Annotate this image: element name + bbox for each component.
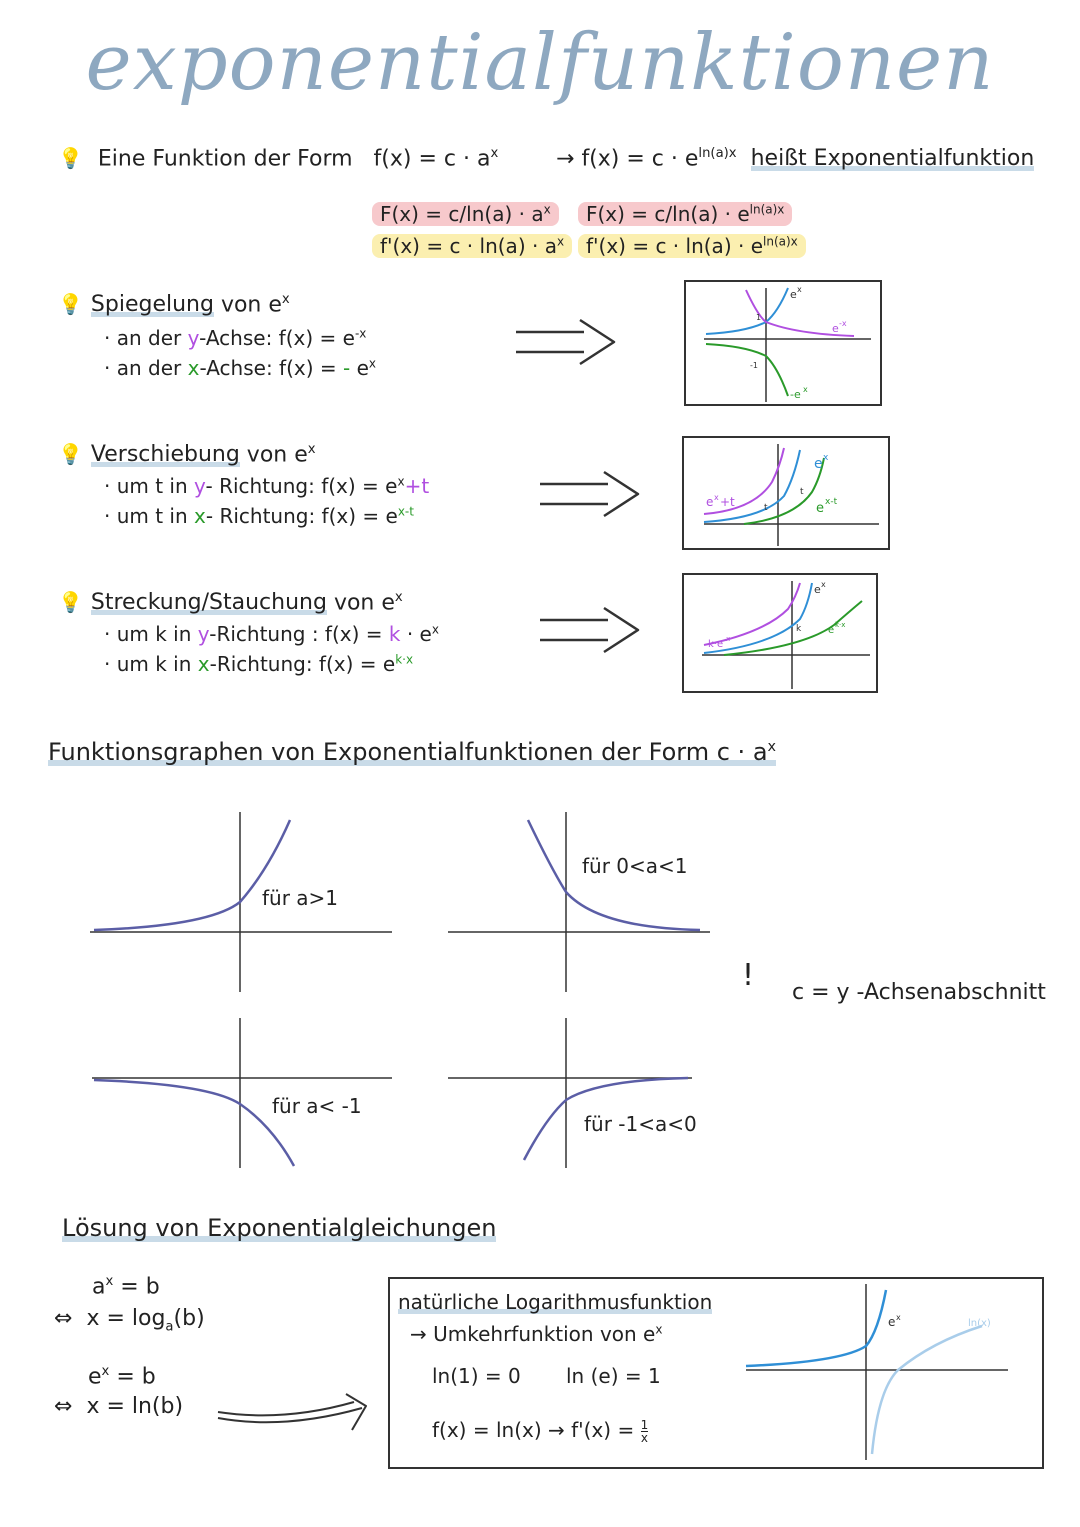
stretch-heading-rest: von e <box>333 590 395 616</box>
stretch-l1-k: k <box>388 622 401 646</box>
graph-a-m1-0 <box>448 1016 698 1172</box>
mirror-l2-c: e <box>350 356 369 380</box>
mirror-heading-text: Spiegelung <box>90 292 214 318</box>
solve-eq3 <box>88 1364 156 1389</box>
ln-heading: natürliche Logarithmusfunktion <box>398 1290 713 1314</box>
shift-lbl-ex: e <box>814 456 823 472</box>
solve-eq1 <box>92 1274 160 1299</box>
lightbulb-icon: 💡 <box>58 590 83 615</box>
ln-graph <box>742 1280 1038 1464</box>
definition-arrow: → <box>556 146 575 172</box>
stretch-heading <box>58 590 403 615</box>
shift-heading-rest: von e <box>246 442 308 468</box>
definition-form2: f(x) = c · e <box>581 146 699 172</box>
shift-heading <box>58 442 316 467</box>
graph-a-0-1 <box>448 810 718 996</box>
lightbulb-icon: 💡 <box>58 442 83 467</box>
mirror-line-1 <box>104 326 366 350</box>
shift-l2-axis: x <box>194 504 206 528</box>
mirror-l1-exp: -x <box>354 326 367 341</box>
graphs-heading-text: Funktionsgraphen von Exponentialfunktionen der Form c · a <box>48 738 768 766</box>
derivative-2 <box>578 234 806 258</box>
ln-derivative <box>432 1418 648 1444</box>
mirror-heading-rest: von e <box>220 292 282 318</box>
stretch-lbl-ex-exp: x <box>821 580 826 589</box>
mirror-l2-b: -Achse: f(x) = <box>199 356 343 380</box>
mirror-lbl-mex-exp: x <box>803 385 808 394</box>
mirror-lbl-mone: -1 <box>750 361 758 370</box>
shift-line-2 <box>104 504 414 528</box>
mirror-l2-exp: x <box>368 356 376 371</box>
ln-derivative-fraction <box>641 1419 649 1444</box>
mirror-lbl-emx-exp: -x <box>839 319 847 328</box>
mirror-lbl-emx: e <box>832 322 839 335</box>
shift-arrow-icon <box>538 468 642 520</box>
fraction-den: x <box>640 1431 648 1445</box>
graph-a-m1-0-label: für -1<a<0 <box>584 1112 697 1136</box>
shift-l1-exp: x <box>397 474 405 489</box>
f2-text: f'(x) = c · ln(a) · e <box>586 234 763 258</box>
solve-eq2 <box>54 1306 205 1334</box>
stretch-l2-a: · um k in <box>104 652 198 676</box>
definition-prefix: Eine Funktion der Form <box>97 146 353 172</box>
shift-l1-a: · um t in <box>104 474 195 498</box>
ln-graph-lbl-ln: ln(x) <box>968 1318 991 1329</box>
solve-eq3-base: e <box>88 1364 102 1390</box>
shift-line-1 <box>104 474 429 498</box>
f1-exp: x <box>556 234 565 249</box>
definition-line-right <box>556 146 1034 171</box>
page-title: exponentialfunktionen <box>85 18 995 108</box>
shift-lbl-exmt: e <box>816 501 824 516</box>
stretch-l2-b: -Richtung: f(x) = e <box>209 652 396 676</box>
mirror-l2-a: · an der <box>104 356 188 380</box>
F2-exp: ln(a)x <box>749 202 785 217</box>
graphs-heading-exp: x <box>767 739 777 755</box>
note-mark: ! <box>742 958 755 993</box>
shift-l1-t: +t <box>404 474 430 498</box>
ln-value-1: ln(1) = 0 <box>432 1364 521 1388</box>
stretch-l2-exp: k·x <box>395 652 414 667</box>
stretch-lbl-kex-exp: x <box>726 635 731 643</box>
ln-derivative-text: f(x) = ln(x) → f'(x) = <box>432 1418 641 1442</box>
stretch-l2-axis: x <box>197 652 210 676</box>
solve-eq4-text: x = ln(b) <box>86 1394 184 1419</box>
stretch-lbl-kex: k·e <box>708 639 724 650</box>
antiderivative-1 <box>372 202 559 226</box>
solve-eq2-text: x = log <box>86 1306 166 1331</box>
fraction-num: 1 <box>640 1418 649 1432</box>
definition-form1: f(x) = c · a <box>373 146 491 172</box>
stretch-line-1 <box>104 622 439 646</box>
shift-heading-exp: x <box>307 442 316 457</box>
stretch-lbl-k: k <box>796 624 802 634</box>
f1-text: f'(x) = c · ln(a) · a <box>380 234 557 258</box>
solve-eq3-rest: = b <box>109 1364 156 1390</box>
ln-value-2: ln (e) = 1 <box>566 1364 661 1388</box>
shift-lbl-ex-exp: x <box>823 453 829 463</box>
mirror-line-2 <box>104 356 376 380</box>
solve-heading: Lösung von Exponentialgleichungen <box>62 1214 497 1242</box>
solve-eq4 <box>54 1394 183 1419</box>
ln-sub-exp: x <box>655 1322 663 1337</box>
F2-text: F(x) = c/ln(a) · e <box>586 202 750 226</box>
stretch-l1-exp: x <box>431 622 439 637</box>
shift-graph <box>682 436 890 550</box>
shift-lbl-ext-exp: x <box>714 493 719 502</box>
mirror-l1-b: -Achse: f(x) = e <box>199 326 355 350</box>
graph-a-gt-1-label: für a>1 <box>262 886 339 910</box>
mirror-lbl-ex: e <box>790 288 797 301</box>
graph-a-lt-m1-label: für a< -1 <box>272 1094 362 1118</box>
solve-eq2-rest: (b) <box>173 1306 205 1331</box>
stretch-l1-axis: y <box>197 622 210 646</box>
stretch-l1-b: -Richtung : f(x) = <box>209 622 389 646</box>
stretch-arrow-icon <box>538 604 642 656</box>
solve-eq1-exp: x <box>105 1274 114 1289</box>
shift-heading-text: Verschiebung <box>90 442 240 468</box>
mirror-graph <box>684 280 882 406</box>
equivalence-icon: ⇔ <box>54 1394 73 1419</box>
antiderivative-2 <box>578 202 792 226</box>
stretch-lbl-ex: e <box>814 583 821 596</box>
equivalence-icon: ⇔ <box>54 1306 73 1331</box>
shift-l1-axis: y <box>194 474 206 498</box>
stretch-l1-c: · e <box>400 622 432 646</box>
mirror-l2-minus: - <box>343 356 351 380</box>
note-y-intercept: c = y -Achsenabschnitt <box>792 980 1046 1005</box>
stretch-graph <box>682 573 878 693</box>
curved-arrow-icon <box>214 1390 370 1438</box>
mirror-lbl-one: 1 <box>756 313 762 322</box>
definition-form1-exp: x <box>490 146 499 161</box>
graph-a-0-1-label: für 0<a<1 <box>582 854 688 878</box>
shift-l1-b: - Richtung: f(x) = e <box>205 474 398 498</box>
mirror-l1-a: · an der <box>104 326 188 350</box>
shift-l2-b: - Richtung: f(x) = e <box>205 504 398 528</box>
stretch-line-2 <box>104 652 413 676</box>
shift-l2-a: · um t in <box>104 504 195 528</box>
solve-eq2-sub: a <box>165 1319 174 1335</box>
graph-a-gt-1 <box>90 810 400 996</box>
stretch-heading-exp: x <box>394 590 403 605</box>
shift-lbl-ext: e <box>706 495 714 509</box>
solve-eq1-base: a <box>92 1274 106 1300</box>
shift-lbl-t1: t <box>764 503 768 513</box>
mirror-lbl-ex-exp: x <box>797 285 802 294</box>
definition-suffix: heißt Exponentialfunktion <box>750 146 1035 172</box>
shift-l2-exp: x-t <box>397 504 414 519</box>
mirror-l2-axis: x <box>187 356 200 380</box>
definition-form2-exp: ln(a)x <box>698 146 737 161</box>
graphs-heading <box>48 738 776 766</box>
definition-line <box>58 146 498 171</box>
derivative-1 <box>372 234 572 258</box>
lightbulb-icon: 💡 <box>58 292 83 317</box>
f2-exp: ln(a)x <box>763 234 798 249</box>
F1-text: F(x) = c/ln(a) · a <box>380 202 544 226</box>
lightbulb-icon: 💡 <box>58 146 83 171</box>
shift-lbl-ext-t: +t <box>720 495 735 509</box>
stretch-lbl-ekx-exp: k·x <box>835 621 846 629</box>
F1-exp: x <box>543 202 551 217</box>
solve-eq3-exp: x <box>101 1364 110 1379</box>
shift-lbl-exmt-exp: x-t <box>825 497 838 507</box>
stretch-lbl-ekx: e <box>828 625 835 636</box>
mirror-arrow-icon <box>514 316 618 368</box>
ln-sub <box>410 1322 662 1346</box>
shift-lbl-t2: t <box>800 487 804 497</box>
stretch-l1-a: · um k in <box>104 622 198 646</box>
ln-graph-lbl-ex-exp: x <box>896 1313 901 1322</box>
mirror-l1-axis: y <box>187 326 200 350</box>
ln-graph-lbl-ex: e <box>888 1315 896 1329</box>
solve-eq1-rest: = b <box>113 1274 160 1300</box>
mirror-lbl-mex: -e <box>790 388 801 401</box>
ln-sub-text: → Umkehrfunktion von e <box>410 1322 656 1346</box>
mirror-heading <box>58 292 290 317</box>
stretch-heading-text: Streckung/Stauchung <box>90 590 327 616</box>
mirror-heading-exp: x <box>281 292 290 307</box>
